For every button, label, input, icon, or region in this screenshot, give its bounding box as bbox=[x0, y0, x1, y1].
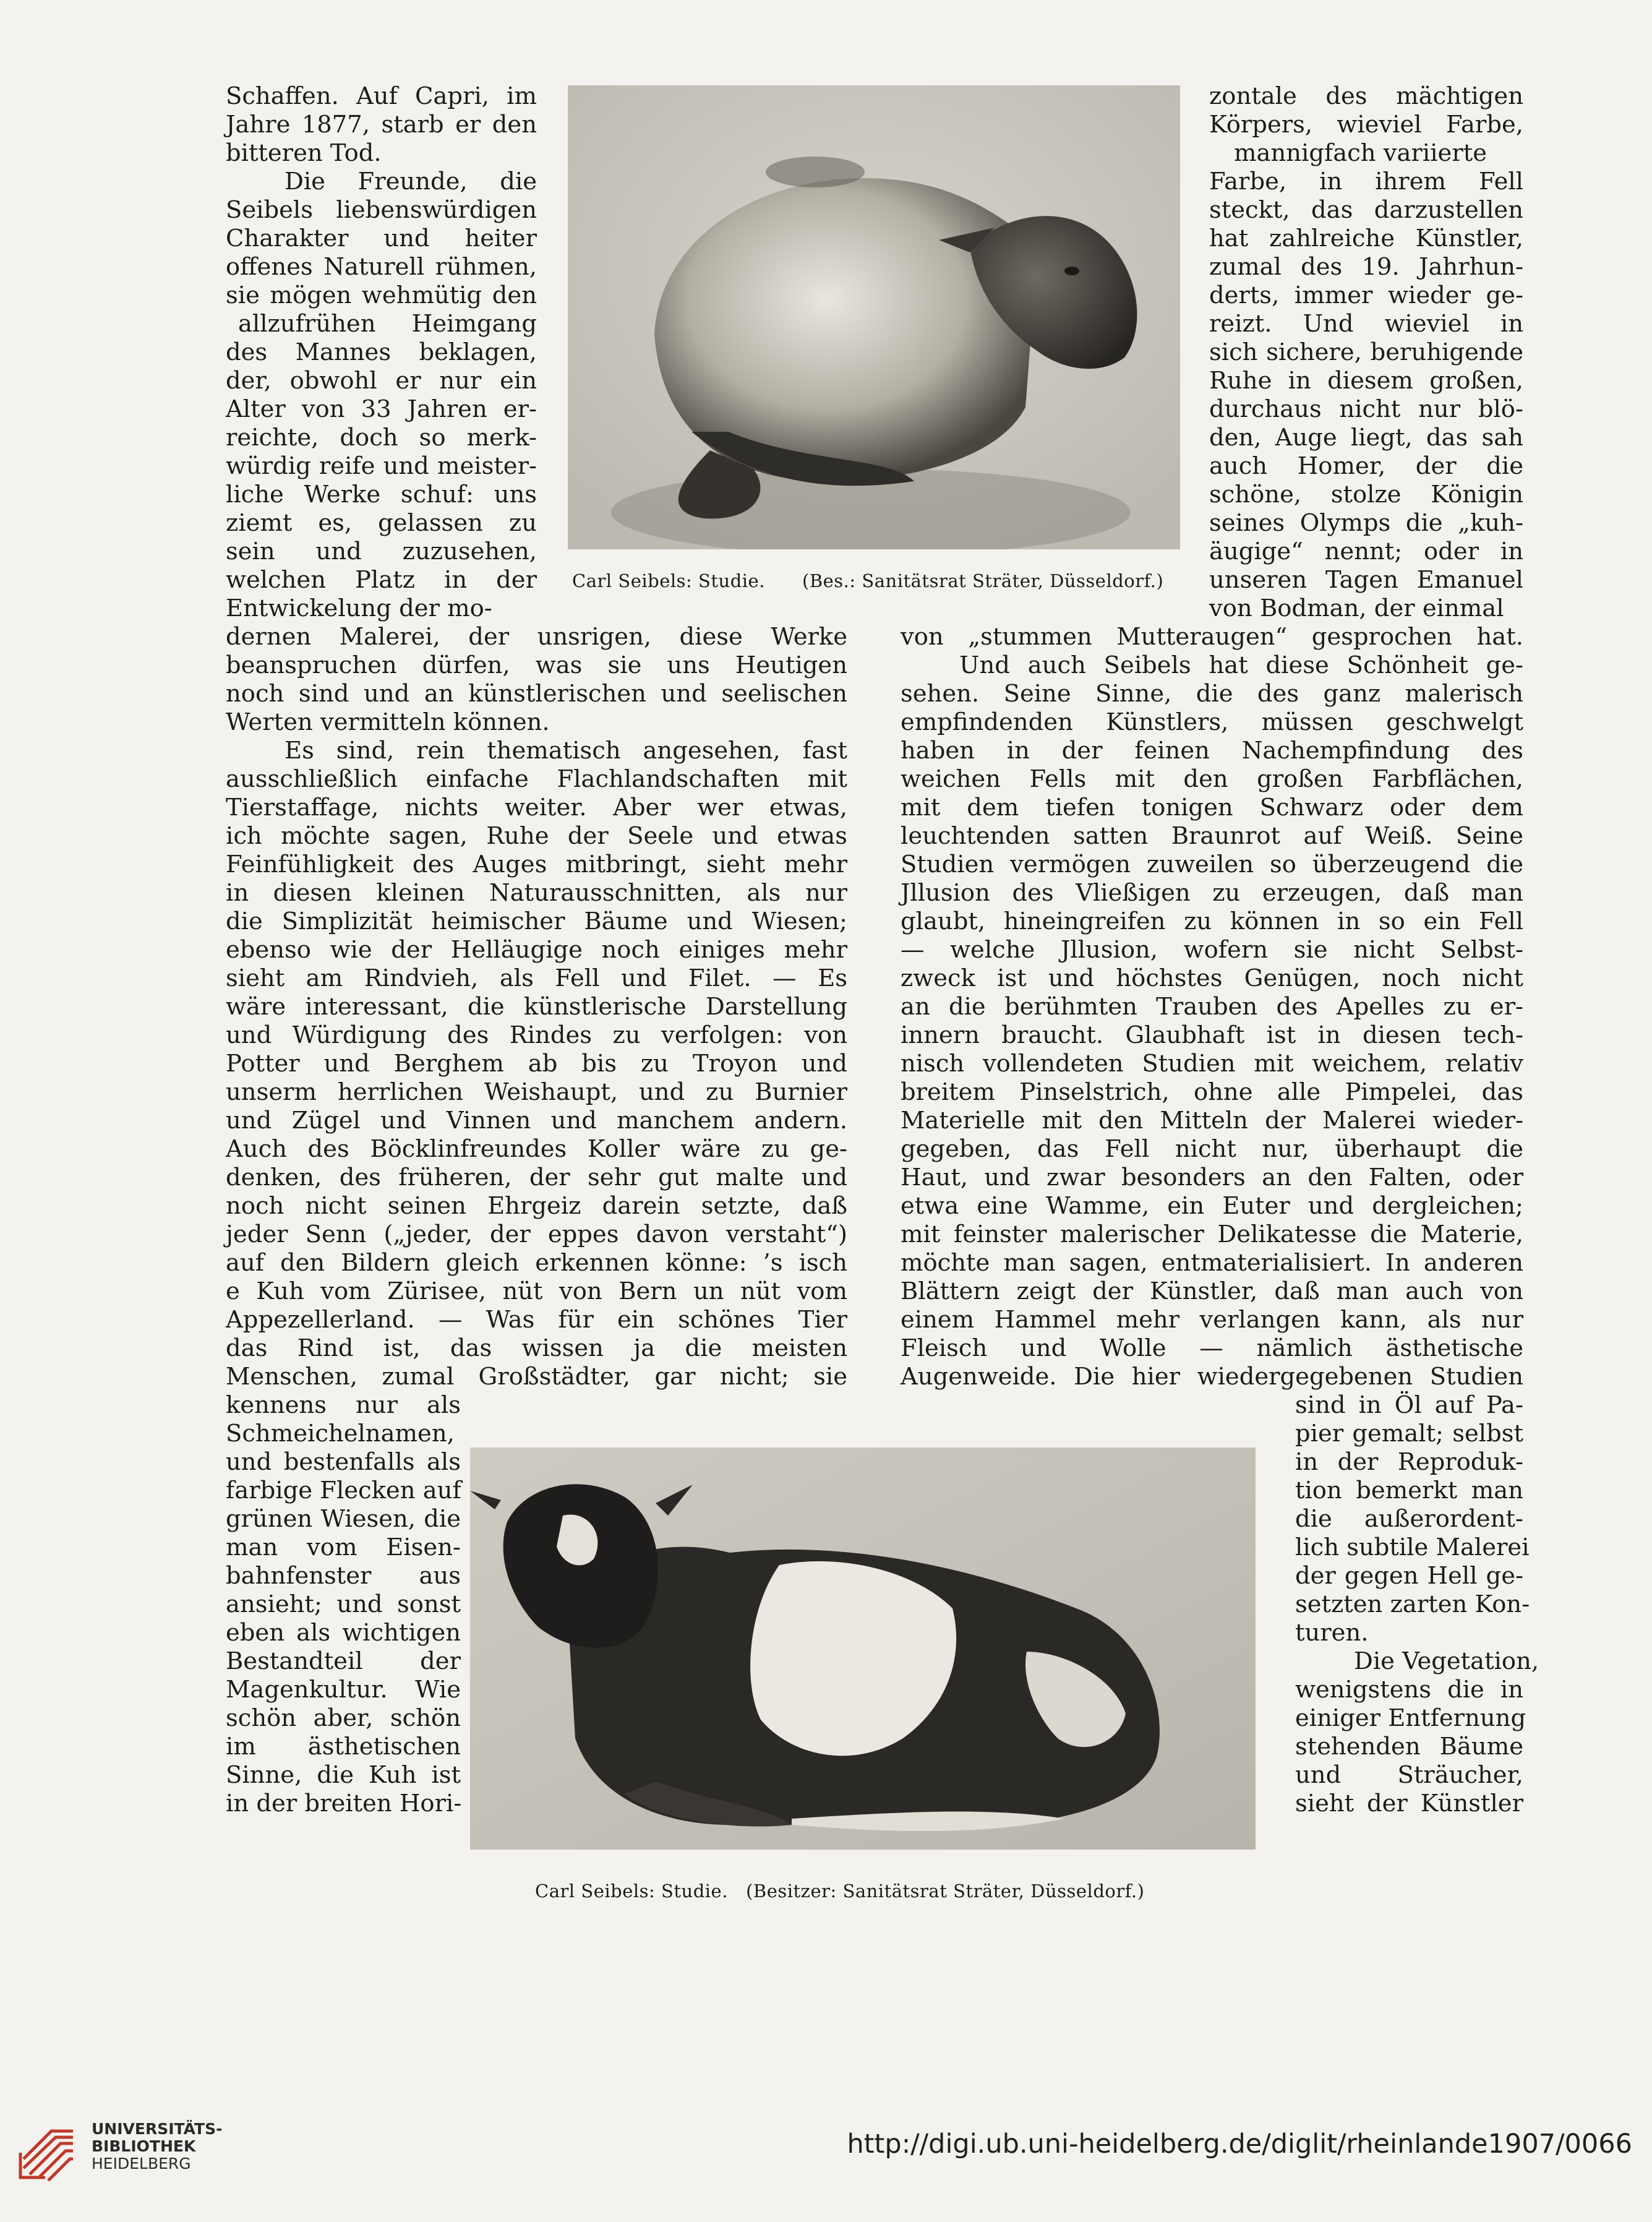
text-line: würdig reife und meister- bbox=[226, 452, 537, 480]
text-line: auch Homer, der die bbox=[1209, 452, 1523, 480]
library-logo-icon bbox=[17, 2116, 79, 2184]
text-line: sie mögen wehmütig den bbox=[226, 281, 537, 309]
text-line: Haut, und zwar besonders an den Falten, oder bbox=[901, 1164, 1523, 1191]
text-line: Es sind, rein thematisch angesehen, fast bbox=[285, 737, 847, 765]
text-line: Alter von 33 Jahren er- bbox=[226, 395, 537, 423]
text-line: Körpers, wieviel Farbe, bbox=[1209, 111, 1523, 139]
text-line: einem Hammel mehr verlangen kann, als nur bbox=[901, 1306, 1523, 1334]
text-line: sind in Öl auf Pa- bbox=[1295, 1391, 1523, 1419]
text-line: schöne, stolze Königin bbox=[1209, 481, 1523, 508]
text-line: reichte, doch so merk- bbox=[226, 424, 537, 452]
text-line: nisch vollendeten Studien mit weichem, relativ bbox=[901, 1050, 1523, 1078]
text-line: einiger Entfernung bbox=[1295, 1704, 1526, 1732]
text-line: haben in der feinen Nachempfindung des bbox=[901, 737, 1523, 765]
text-line: Schmeichelnamen, bbox=[226, 1420, 455, 1448]
text-line: innern braucht. Glaubhaft ist in diesen tech- bbox=[901, 1021, 1523, 1049]
text-line: ziemt es, gelassen zu bbox=[226, 509, 537, 537]
text-line: breitem Pinselstrich, ohne alle Pimpelei, das bbox=[901, 1078, 1523, 1106]
text-line: Und auch Seibels hat diese Schönheit ge- bbox=[959, 651, 1523, 679]
text-line: und Würdigung des Rindes zu verfolgen: von bbox=[226, 1021, 847, 1049]
text-line: Blättern zeigt der Künstler, daß man auch von bbox=[901, 1277, 1523, 1305]
text-line: Auch des Böcklinfreundes Koller wäre zu ge- bbox=[226, 1135, 847, 1163]
text-line: Charakter und heiter bbox=[226, 225, 537, 252]
text-line: Tierstaffage, nichts weiter. Aber wer etwas, bbox=[226, 794, 847, 821]
text-line: schön aber, schön bbox=[226, 1704, 461, 1732]
sheep-study-image bbox=[568, 85, 1180, 549]
text-line: Augenweide. Die hier wiedergegebenen Studien bbox=[901, 1363, 1523, 1391]
sheep-caption-right: (Bes.: Sanitätsrat Sträter, Düsseldorf.) bbox=[802, 570, 1164, 591]
text-line: sehen. Seine Sinne, die des ganz malerisch bbox=[901, 680, 1523, 708]
text-line: pier gemalt; selbst bbox=[1295, 1420, 1523, 1448]
text-line: Werten vermitteln können. bbox=[226, 708, 550, 736]
text-line: der gegen Hell ge- bbox=[1295, 1562, 1523, 1590]
text-line: Materielle mit den Mitteln der Malerei wieder- bbox=[901, 1107, 1523, 1135]
text-line: Sinne, die Kuh ist bbox=[226, 1761, 461, 1789]
text-line: e Kuh vom Zürisee, nüt von Bern un nüt vom bbox=[226, 1277, 847, 1305]
text-line: Ruhe in diesem großen, bbox=[1209, 367, 1523, 395]
text-line: man vom Eisen- bbox=[226, 1534, 461, 1561]
text-line: weichen Fells mit den großen Farbflächen, bbox=[901, 765, 1523, 793]
text-line: — welche Jllusion, wofern sie nicht Selbst- bbox=[901, 936, 1523, 964]
text-line: Farbe, in ihrem Fell bbox=[1209, 168, 1523, 195]
cow-study-image bbox=[470, 1448, 1256, 1850]
text-line: und Sträucher, bbox=[1295, 1761, 1523, 1789]
text-line: Menschen, zumal Großstädter, gar nicht; sie bbox=[226, 1363, 847, 1391]
text-line: kennens nur als bbox=[226, 1391, 461, 1419]
text-line: unserm herrlichen Weishaupt, und zu Burnier bbox=[226, 1078, 847, 1106]
text-line: die außerordent- bbox=[1295, 1505, 1523, 1533]
text-line: lich subtile Malerei bbox=[1295, 1534, 1530, 1561]
text-line: von „stummen Mutteraugen“ gesprochen hat. bbox=[901, 623, 1523, 651]
text-line: eben als wichtigen bbox=[226, 1619, 461, 1647]
text-line: sich sichere, beruhigende bbox=[1209, 338, 1523, 366]
text-line: der, obwohl er nur ein bbox=[226, 367, 537, 395]
text-line: offenes Naturell rühmen, bbox=[226, 253, 537, 281]
text-line: im ästhetischen bbox=[226, 1733, 461, 1761]
text-line: und Zügel und Vinnen und manchem andern. bbox=[226, 1107, 847, 1135]
text-line: noch sind und an künstlerischen und seelischen bbox=[226, 680, 847, 708]
text-line: Seibels liebenswürdigen bbox=[226, 196, 537, 224]
text-line: stehenden Bäume bbox=[1295, 1733, 1523, 1761]
text-line: Entwickelung der mo- bbox=[226, 594, 492, 622]
text-line: das Rind ist, das wissen ja die meisten bbox=[226, 1334, 847, 1362]
text-line: ausschließlich einfache Flachlandschaften mit bbox=[226, 765, 847, 793]
text-line: Appezellerland. — Was für ein schönes Tier bbox=[226, 1306, 847, 1334]
text-line: hat zahlreiche Künstler, bbox=[1209, 225, 1523, 252]
text-line: von Bodman, der einmal bbox=[1209, 594, 1504, 622]
text-line: mit feinster malerischer Delikatesse die Materie, bbox=[901, 1220, 1523, 1248]
text-line: wäre interessant, die künstlerische Darstellung bbox=[226, 993, 847, 1021]
text-line: jeder Senn („jeder, der eppes davon verstaht“) bbox=[226, 1220, 847, 1248]
text-line: mit dem tiefen tonigen Schwarz oder dem bbox=[901, 794, 1523, 821]
text-line: Potter und Berghem ab bis zu Troyon und bbox=[226, 1050, 847, 1078]
text-line: welchen Platz in der bbox=[226, 566, 537, 594]
text-line: und bestenfalls als bbox=[226, 1448, 461, 1476]
text-line: ansieht; und sonst bbox=[226, 1590, 461, 1618]
text-line: ebenso wie der Helläugige noch einiges mehr bbox=[226, 936, 847, 964]
text-line: in der breiten Hori- bbox=[226, 1790, 462, 1817]
text-line: glaubt, hineingreifen zu können in so ein Fell bbox=[901, 907, 1523, 935]
text-line: setzten zarten Kon- bbox=[1295, 1590, 1530, 1618]
text-line: seines Olymps die „kuh- bbox=[1209, 509, 1523, 537]
text-line: Die Freunde, die bbox=[285, 168, 537, 195]
text-line: farbige Flecken auf bbox=[226, 1477, 461, 1504]
text-line: unseren Tagen Emanuel bbox=[1209, 566, 1523, 594]
text-line: turen. bbox=[1295, 1619, 1369, 1647]
text-line: Feinfühligkeit des Auges mitbringt, sieht mehr bbox=[226, 851, 847, 878]
text-line: beanspruchen dürfen, was sie uns Heutigen bbox=[226, 651, 847, 679]
text-line: des Mannes beklagen, bbox=[226, 338, 537, 366]
text-line: möchte man sagen, entmaterialisiert. In anderen bbox=[901, 1249, 1523, 1277]
text-line: etwa eine Wamme, ein Euter und dergleichen; bbox=[901, 1192, 1523, 1220]
text-line: Die Vegetation, bbox=[1354, 1647, 1539, 1675]
text-line: reizt. Und wieviel in bbox=[1209, 310, 1523, 338]
text-line: sieht der Künstler bbox=[1295, 1790, 1523, 1817]
text-line: Magenkultur. Wie bbox=[226, 1676, 461, 1704]
text-line: Fleisch und Wolle — nämlich ästhetische bbox=[901, 1334, 1523, 1362]
text-line: tion bemerkt man bbox=[1295, 1477, 1523, 1504]
text-line: an die berühmten Trauben des Apelles zu er- bbox=[901, 993, 1523, 1021]
text-line: leuchtenden satten Braunrot auf Weiß. Seine bbox=[901, 822, 1523, 850]
cow-caption: Carl Seibels: Studie. (Besitzer: Sanitätsrat Sträter, Düsseldorf.) bbox=[535, 1881, 1145, 1902]
text-line: allzufrühen Heimgang bbox=[238, 310, 537, 338]
text-line: zontale des mächtigen bbox=[1209, 82, 1523, 110]
text-line: wenigstens die in bbox=[1295, 1676, 1523, 1704]
text-line: zweck ist und höchstes Genügen, noch nicht bbox=[901, 964, 1523, 992]
source-url-link[interactable]: http://digi.ub.uni-heidelberg.de/diglit/rheinlande1907/0066 bbox=[847, 2129, 1632, 2160]
text-line: bahnfenster aus bbox=[226, 1562, 461, 1590]
text-line: Jahre 1877, starb er den bbox=[226, 111, 537, 139]
text-line: die Simplizität heimischer Bäume und Wiesen; bbox=[226, 907, 847, 935]
text-line: empfindenden Künstlers, müssen geschwelgt bbox=[901, 708, 1523, 736]
text-line: steckt, das darzustellen bbox=[1209, 196, 1523, 224]
sheep-caption-left: Carl Seibels: Studie. bbox=[572, 570, 765, 591]
text-line: gegeben, das Fell nicht nur, überhaupt die bbox=[901, 1135, 1523, 1163]
text-line: ich möchte sagen, Ruhe der Seele und etwas bbox=[226, 822, 847, 850]
library-logo bbox=[17, 2116, 327, 2190]
text-line: äugige“ nennt; oder in bbox=[1209, 538, 1523, 565]
text-line: den, Auge liegt, das sah bbox=[1209, 424, 1523, 452]
text-line: Studien vermögen zuweilen so überzeugend die bbox=[901, 851, 1523, 878]
text-line: mannigfach variierte bbox=[1234, 139, 1487, 167]
text-line: dernen Malerei, der unsrigen, diese Werke bbox=[226, 623, 847, 651]
text-line: liche Werke schuf: uns bbox=[226, 481, 537, 508]
text-line: grünen Wiesen, die bbox=[226, 1505, 461, 1533]
text-line: noch nicht seinen Ehrgeiz darein setzte, daß bbox=[226, 1192, 847, 1220]
text-line: zumal des 19. Jahrhun- bbox=[1209, 253, 1523, 281]
text-line: in der Reproduk- bbox=[1295, 1448, 1523, 1476]
text-line: in diesen kleinen Naturausschnitten, als nur bbox=[226, 879, 847, 907]
text-line: auf den Bildern gleich erkennen könne: ’s isch bbox=[226, 1249, 847, 1277]
text-line: Schaffen. Auf Capri, im bbox=[226, 82, 537, 110]
text-line: derts, immer wieder ge- bbox=[1209, 281, 1523, 309]
text-line: denken, des früheren, der sehr gut malte und bbox=[226, 1164, 847, 1191]
text-line: Jllusion des Vließigen zu erzeugen, daß man bbox=[901, 879, 1523, 907]
text-line: sein und zuzusehen, bbox=[226, 538, 537, 565]
text-line: bitteren Tod. bbox=[226, 139, 382, 167]
text-line: sieht am Rindvieh, als Fell und Filet. — Es bbox=[226, 964, 847, 992]
text-line: Bestandteil der bbox=[226, 1647, 461, 1675]
library-logo-text: UNIVERSITÄTS- BIBLIOTHEK HEIDELBERG bbox=[92, 2120, 223, 2173]
text-line: durchaus nicht nur blö- bbox=[1209, 395, 1523, 423]
